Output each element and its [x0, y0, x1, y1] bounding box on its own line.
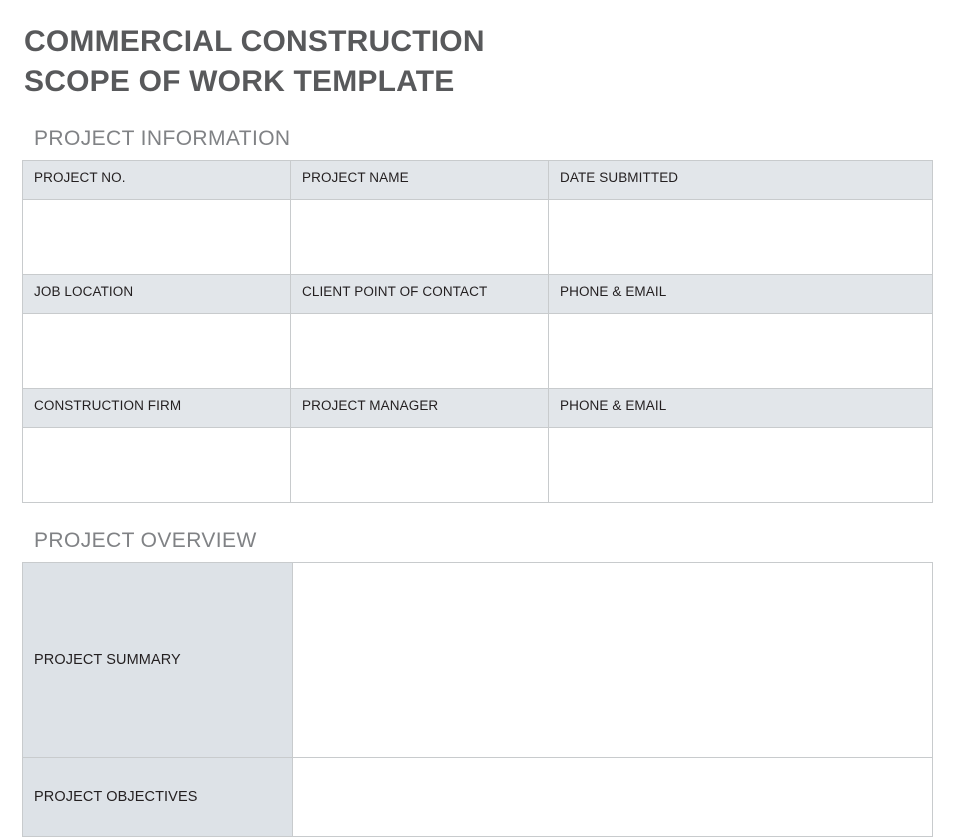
table-row [23, 758, 933, 837]
table-row [23, 389, 933, 428]
label-project-manager: PROJECT MANAGER [291, 389, 549, 428]
table-row [23, 428, 933, 503]
field-project-no[interactable] [23, 200, 291, 275]
label-construction-firm: CONSTRUCTION FIRM [23, 389, 291, 428]
field-phone-and-email-manager[interactable] [549, 428, 933, 503]
label-project-name: PROJECT NAME [291, 161, 549, 200]
field-construction-firm[interactable] [23, 428, 291, 503]
project-information-table [22, 160, 933, 503]
page-title-line-2: SCOPE OF WORK TEMPLATE [24, 64, 455, 98]
label-client-point-of-contact: CLIENT POINT OF CONTACT [291, 275, 549, 314]
label-project-no: PROJECT NO. [23, 161, 291, 200]
field-date-submitted[interactable] [549, 200, 933, 275]
label-job-location: JOB LOCATION [23, 275, 291, 314]
field-project-summary[interactable] [293, 563, 933, 758]
table-row [23, 314, 933, 389]
project-overview-table [22, 562, 933, 837]
section-heading-project-information: PROJECT INFORMATION [34, 127, 291, 151]
field-project-name[interactable] [291, 200, 549, 275]
page-title [24, 22, 932, 101]
table-row [23, 563, 933, 758]
label-project-objectives: PROJECT OBJECTIVES [23, 758, 293, 837]
table-row [23, 275, 933, 314]
label-phone-and-email-client: PHONE & EMAIL [549, 275, 933, 314]
table-row [23, 200, 933, 275]
table-row [23, 161, 933, 200]
field-client-point-of-contact[interactable] [291, 314, 549, 389]
field-job-location[interactable] [23, 314, 291, 389]
label-project-summary: PROJECT SUMMARY [23, 563, 293, 758]
field-project-manager[interactable] [291, 428, 549, 503]
section-heading-project-overview: PROJECT OVERVIEW [34, 529, 257, 553]
label-date-submitted: DATE SUBMITTED [549, 161, 933, 200]
page-title-line-1: COMMERCIAL CONSTRUCTION [24, 25, 485, 58]
field-project-objectives[interactable] [293, 758, 933, 837]
label-phone-and-email-manager: PHONE & EMAIL [549, 389, 933, 428]
field-phone-and-email-client[interactable] [549, 314, 933, 389]
